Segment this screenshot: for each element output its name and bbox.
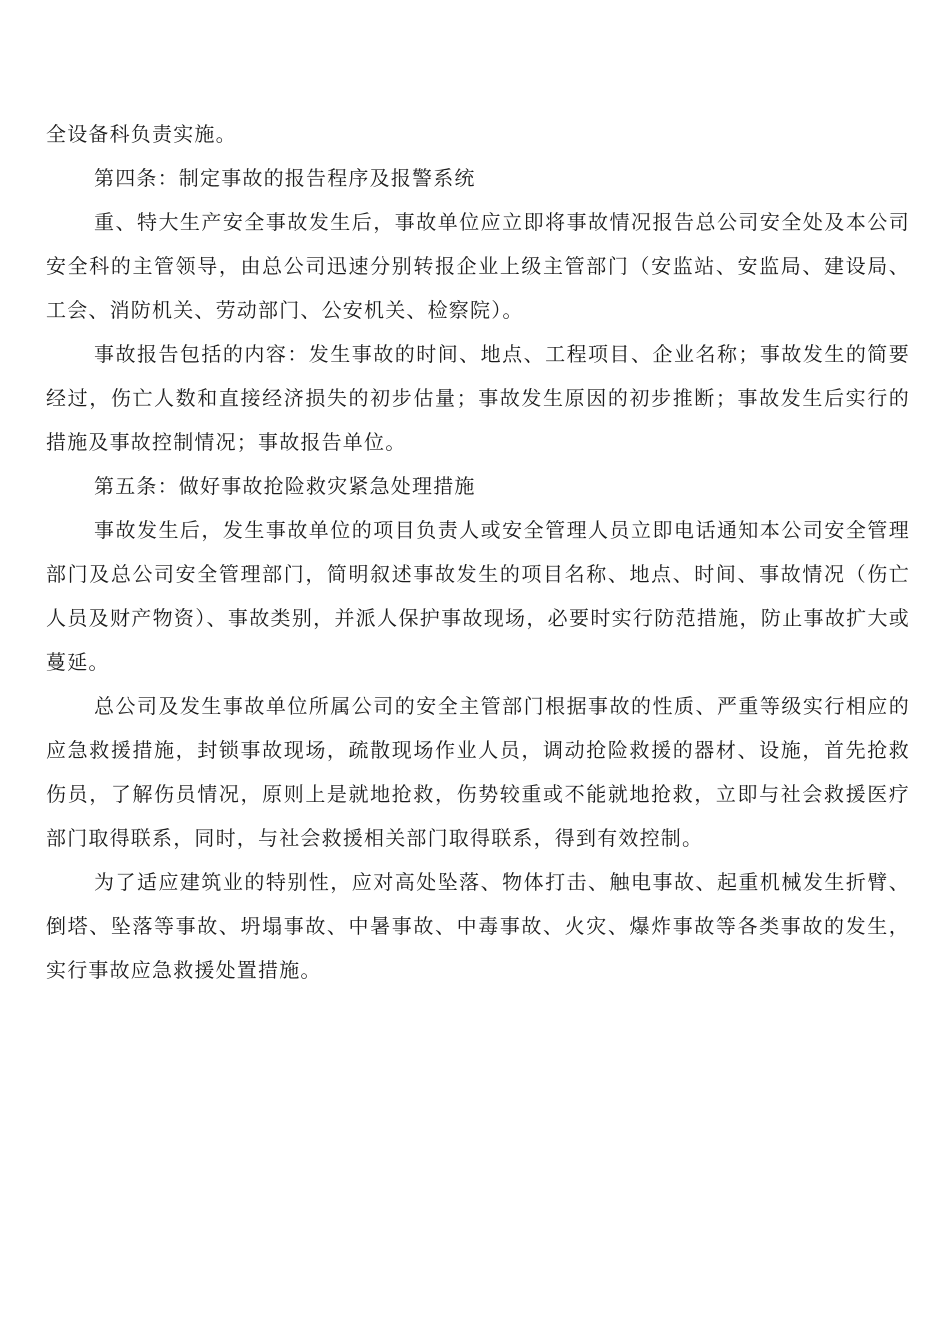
paragraph-construction-specifics: 为了适应建筑业的特别性，应对高处坠落、物体打击、触电事故、起重机械发生折臂、倒塔、坠落等事故、坍塌事故、中暑事故、中毒事故、火灾、爆炸事故等各类事故的发生，实行事故应急救援处置措施。 — [46, 870, 910, 982]
article-4-heading: 第四条：制定事故的报告程序及报警系统 — [94, 166, 476, 190]
paragraph-report-contents: 事故报告包括的内容：发生事故的时间、地点、工程项目、企业名称；事故发生的简要经过，伤亡人数和直接经济损失的初步估量；事故发生原因的初步推断；事故发生后实行的措施及事故控制情况；事故报告单位。 — [46, 342, 910, 454]
document-body — [46, 112, 910, 992]
article-5-heading: 第五条：做好事故抢险救灾紧急处理措施 — [94, 474, 476, 498]
paragraph-continuation: 全设备科负责实施。 — [46, 122, 237, 146]
paragraph-emergency-measures: 总公司及发生事故单位所属公司的安全主管部门根据事故的性质、严重等级实行相应的应急救援措施，封锁事故现场，疏散现场作业人员，调动抢险救援的器材、设施，首先抢救伤员，了解伤员情况，原则上是就地抢救，伤势较重或不能就地抢救，立即与社会救援医疗部门取得联系，同时，与社会救援相关部门取得联系，得到有效控制。 — [46, 694, 910, 850]
paragraph-accident-reporting: 重、特大生产安全事故发生后，事故单位应立即将事故情况报告总公司安全处及本公司安全科的主管领导，由总公司迅速分别转报企业上级主管部门（安监站、安监局、建设局、工会、消防机关、劳动部门、公安机关、检察院）。 — [46, 210, 910, 322]
paragraph-after-accident: 事故发生后，发生事故单位的项目负责人或安全管理人员立即电话通知本公司安全管理部门及总公司安全管理部门，简明叙述事故发生的项目名称、地点、时间、事故情况（伤亡人员及财产物资）、事故类别，并派人保护事故现场，必要时实行防范措施，防止事故扩大或蔓延。 — [46, 518, 910, 674]
